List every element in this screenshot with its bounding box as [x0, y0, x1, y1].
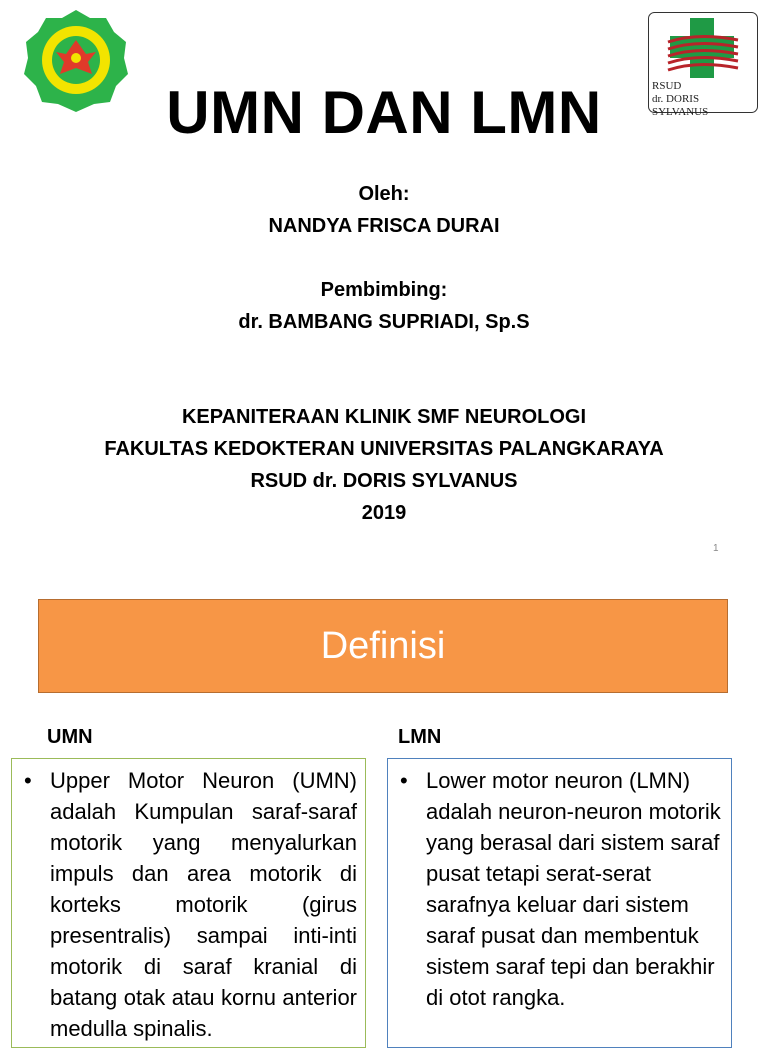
institution-year: 2019: [361, 502, 407, 524]
author-block: [0, 178, 768, 242]
definition-heading: Definisi: [38, 599, 728, 693]
slide-title: UMN DAN LMN: [166, 79, 602, 146]
lmn-label: LMN: [398, 726, 442, 748]
hospital-logo-line1: RSUD: [652, 80, 682, 92]
umn-definition-text: Upper Motor Neuron (UMN) adalah Kumpulan saraf-saraf motorik yang menyalurkan impuls dan area motorik di korteks motorik (girus presentralis) sampai inti-inti motorik di saraf kranial di batang otak atau kornu anterior medulla spinalis.: [50, 768, 357, 1041]
bullet-icon: •: [24, 768, 32, 793]
author-name: NANDYA FRISCA DURAI: [268, 215, 500, 237]
supervisor-label: Pembimbing:: [320, 279, 448, 301]
institution-line: KEPANITERAAN KLINIK SMF NEUROLOGI: [181, 406, 587, 428]
lmn-definition-text: Lower motor neuron (LMN) adalah neuron-neuron motorik yang berasal dari sistem saraf pusat tetapi serat-serat sarafnya keluar dari sistem saraf pusat dan membentuk sistem saraf tepi dan berakhir di otot rangka.: [426, 768, 721, 1010]
author-label: Oleh:: [358, 183, 410, 205]
lmn-definition-box: [387, 758, 732, 1048]
supervisor-name: dr. BAMBANG SUPRIADI, Sp.S: [238, 311, 530, 333]
umn-label: UMN: [47, 726, 93, 748]
institution-line: FAKULTAS KEDOKTERAN UNIVERSITAS PALANGKARAYA: [104, 438, 664, 460]
bullet-icon: •: [400, 768, 408, 793]
page-number: 1: [713, 543, 719, 554]
definition-slide: [0, 576, 768, 1041]
institution-line: RSUD dr. DORIS SYLVANUS: [250, 470, 518, 492]
institution-block: [0, 401, 768, 529]
supervisor-block: [0, 274, 768, 338]
hospital-logo-line2: dr. DORIS SYLVANUS: [652, 93, 709, 118]
umn-definition-box: [11, 758, 366, 1048]
